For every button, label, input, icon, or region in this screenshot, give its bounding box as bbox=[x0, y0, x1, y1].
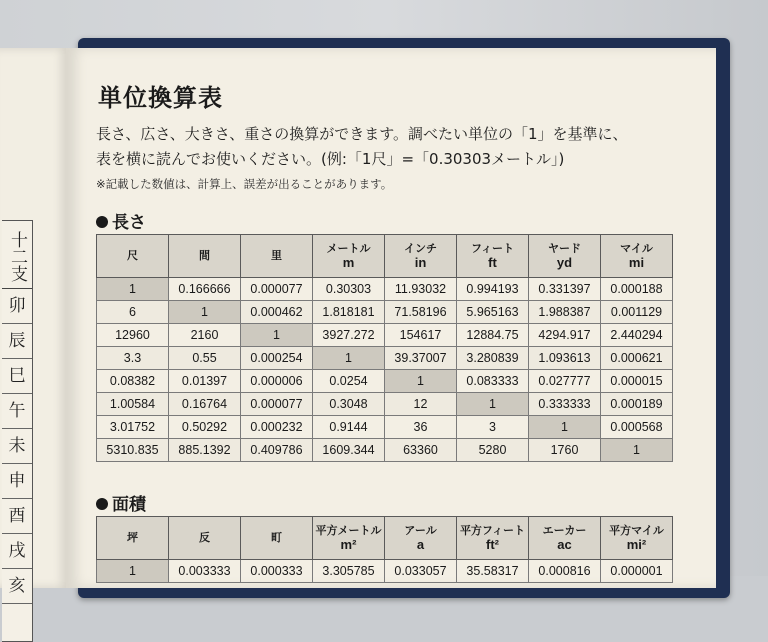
table-cell: 1760 bbox=[529, 439, 601, 462]
length-header-cell bbox=[313, 235, 385, 278]
table-cell: 0.001129 bbox=[601, 301, 673, 324]
table-cell: 3.01752 bbox=[97, 416, 169, 439]
table-cell: 0.166666 bbox=[169, 278, 241, 301]
table-cell: 35.58317 bbox=[457, 560, 529, 583]
area-heading bbox=[96, 490, 146, 515]
table-cell: 0.16764 bbox=[169, 393, 241, 416]
zodiac-cell: 酉 bbox=[2, 499, 32, 534]
table-row bbox=[97, 347, 673, 370]
length-header-cell bbox=[169, 235, 241, 278]
table-cell: 1.00584 bbox=[97, 393, 169, 416]
right-page bbox=[66, 48, 716, 588]
table-cell: 1.818181 bbox=[313, 301, 385, 324]
table-cell: 3.280839 bbox=[457, 347, 529, 370]
length-header-cell bbox=[241, 235, 313, 278]
header-unit: mi² bbox=[626, 537, 647, 552]
area-header-cell bbox=[601, 517, 673, 560]
table-row bbox=[97, 324, 673, 347]
header-label: フィート bbox=[470, 243, 515, 255]
header-label: 里 bbox=[271, 250, 282, 262]
area-heading-label: 面積 bbox=[112, 495, 146, 515]
table-cell: 1 bbox=[241, 324, 313, 347]
table-cell: 4294.917 bbox=[529, 324, 601, 347]
table-cell: 12884.75 bbox=[457, 324, 529, 347]
table-cell: 5280 bbox=[457, 439, 529, 462]
header-label: 間 bbox=[199, 250, 210, 262]
length-header-cell bbox=[529, 235, 601, 278]
table-cell: 0.000816 bbox=[529, 560, 601, 583]
table-cell: 5.965163 bbox=[457, 301, 529, 324]
area-header-cell bbox=[97, 517, 169, 560]
table-row bbox=[97, 301, 673, 324]
table-cell: 12960 bbox=[97, 324, 169, 347]
table-cell: 0.000189 bbox=[601, 393, 673, 416]
zodiac-cell: 卯 bbox=[2, 289, 32, 324]
area-header-cell bbox=[529, 517, 601, 560]
zodiac-column bbox=[2, 220, 33, 642]
header-unit: in bbox=[414, 255, 427, 270]
length-header-cell bbox=[457, 235, 529, 278]
header-unit: ft bbox=[488, 255, 497, 270]
table-cell: 2160 bbox=[169, 324, 241, 347]
table-cell: 154617 bbox=[385, 324, 457, 347]
left-page bbox=[0, 48, 71, 596]
header-label: 反 bbox=[199, 532, 210, 544]
table-cell: 1 bbox=[529, 416, 601, 439]
table-cell: 0.000254 bbox=[241, 347, 313, 370]
header-unit: m² bbox=[340, 537, 357, 552]
table-cell: 1 bbox=[457, 393, 529, 416]
header-unit: yd bbox=[556, 255, 573, 270]
length-header-cell bbox=[601, 235, 673, 278]
header-label: 平方フィート bbox=[459, 525, 526, 537]
length-header-cell bbox=[97, 235, 169, 278]
table-cell: 0.50292 bbox=[169, 416, 241, 439]
zodiac-cell: 午 bbox=[2, 394, 32, 429]
table-row bbox=[97, 560, 673, 583]
table-cell: 71.58196 bbox=[385, 301, 457, 324]
header-unit: ac bbox=[557, 537, 572, 552]
intro-text bbox=[96, 122, 706, 172]
length-header-row bbox=[97, 235, 673, 278]
table-cell: 0.30303 bbox=[313, 278, 385, 301]
table-cell: 63360 bbox=[385, 439, 457, 462]
header-unit: mi bbox=[628, 255, 645, 270]
header-label: 平方メートル bbox=[315, 525, 382, 537]
table-cell: 1.988387 bbox=[529, 301, 601, 324]
table-cell: 0.000462 bbox=[241, 301, 313, 324]
table-cell: 1609.344 bbox=[313, 439, 385, 462]
zodiac-list bbox=[2, 289, 32, 604]
table-row bbox=[97, 439, 673, 462]
header-label: 町 bbox=[271, 532, 282, 544]
table-cell: 0.000621 bbox=[601, 347, 673, 370]
table-cell: 1 bbox=[169, 301, 241, 324]
header-label: マイル bbox=[620, 243, 653, 255]
table-cell: 0.033057 bbox=[385, 560, 457, 583]
table-cell: 0.08382 bbox=[97, 370, 169, 393]
area-header-cell bbox=[169, 517, 241, 560]
table-cell: 0.0254 bbox=[313, 370, 385, 393]
area-body bbox=[97, 560, 673, 583]
header-label: インチ bbox=[404, 243, 437, 255]
table-cell: 1 bbox=[313, 347, 385, 370]
area-header-cell bbox=[385, 517, 457, 560]
table-cell: 0.000333 bbox=[241, 560, 313, 583]
table-cell: 3.3 bbox=[97, 347, 169, 370]
header-label: 平方マイル bbox=[609, 525, 664, 537]
header-unit: m bbox=[342, 255, 355, 270]
zodiac-cell: 辰 bbox=[2, 324, 32, 359]
table-cell: 0.000232 bbox=[241, 416, 313, 439]
table-cell: 0.9144 bbox=[313, 416, 385, 439]
table-cell: 1 bbox=[601, 439, 673, 462]
table-cell: 0.000188 bbox=[601, 278, 673, 301]
zodiac-cell: 巳 bbox=[2, 359, 32, 394]
length-body bbox=[97, 278, 673, 462]
header-label: 尺 bbox=[127, 250, 138, 262]
table-cell: 0.000568 bbox=[601, 416, 673, 439]
header-unit: a bbox=[416, 537, 425, 552]
table-cell: 39.37007 bbox=[385, 347, 457, 370]
header-unit: ft² bbox=[486, 537, 499, 552]
bullet-icon bbox=[96, 216, 108, 228]
table-cell: 0.000015 bbox=[601, 370, 673, 393]
table-cell: 1 bbox=[97, 278, 169, 301]
table-row bbox=[97, 370, 673, 393]
intro-line-1: 長さ、広さ、大きさ、重さの換算ができます。調べたい単位の「1」を基準に、 bbox=[96, 125, 628, 143]
length-heading bbox=[96, 208, 146, 233]
table-cell: 3.305785 bbox=[313, 560, 385, 583]
table-cell: 2.440294 bbox=[601, 324, 673, 347]
header-label: アール bbox=[404, 525, 437, 537]
table-cell: 0.083333 bbox=[457, 370, 529, 393]
table-cell: 3927.272 bbox=[313, 324, 385, 347]
area-header-cell bbox=[457, 517, 529, 560]
table-cell: 12 bbox=[385, 393, 457, 416]
table-cell: 11.93032 bbox=[385, 278, 457, 301]
length-heading-label: 長さ bbox=[112, 213, 146, 233]
table-cell: 0.409786 bbox=[241, 439, 313, 462]
area-table bbox=[96, 516, 673, 583]
note-text: ※記載した数値は、計算上、誤差が出ることがあります。 bbox=[96, 177, 393, 191]
table-cell: 0.331397 bbox=[529, 278, 601, 301]
table-cell: 0.55 bbox=[169, 347, 241, 370]
zodiac-cell: 戌 bbox=[2, 534, 32, 569]
header-label: メートル bbox=[326, 243, 371, 255]
table-row bbox=[97, 416, 673, 439]
area-header-cell bbox=[241, 517, 313, 560]
zodiac-cell: 未 bbox=[2, 429, 32, 464]
header-label: エーカー bbox=[542, 525, 587, 537]
zodiac-header: 十二支 bbox=[2, 221, 32, 289]
table-cell: 3 bbox=[457, 416, 529, 439]
table-cell: 5310.835 bbox=[97, 439, 169, 462]
table-cell: 36 bbox=[385, 416, 457, 439]
table-cell: 0.994193 bbox=[457, 278, 529, 301]
table-cell: 0.01397 bbox=[169, 370, 241, 393]
length-table bbox=[96, 234, 673, 462]
table-cell: 0.333333 bbox=[529, 393, 601, 416]
zodiac-cell: 申 bbox=[2, 464, 32, 499]
intro-line-2: 表を横に読んでお使いください。(例:「1尺」=「0.30303メートル」) bbox=[96, 150, 565, 168]
table-row bbox=[97, 278, 673, 301]
table-cell: 0.027777 bbox=[529, 370, 601, 393]
table-cell: 0.3048 bbox=[313, 393, 385, 416]
table-cell: 0.000077 bbox=[241, 393, 313, 416]
table-cell: 1 bbox=[97, 560, 169, 583]
zodiac-cell: 亥 bbox=[2, 569, 32, 604]
table-row bbox=[97, 393, 673, 416]
area-header-cell bbox=[313, 517, 385, 560]
table-cell: 1 bbox=[385, 370, 457, 393]
table-cell: 1.093613 bbox=[529, 347, 601, 370]
length-header-cell bbox=[385, 235, 457, 278]
table-cell: 0.000077 bbox=[241, 278, 313, 301]
table-cell: 6 bbox=[97, 301, 169, 324]
table-cell: 0.000001 bbox=[601, 560, 673, 583]
header-label: 坪 bbox=[127, 532, 138, 544]
area-header-row bbox=[97, 517, 673, 560]
page-title: 単位換算表 bbox=[98, 84, 223, 112]
bullet-icon bbox=[96, 498, 108, 510]
table-cell: 0.000006 bbox=[241, 370, 313, 393]
table-cell: 0.003333 bbox=[169, 560, 241, 583]
table-cell: 885.1392 bbox=[169, 439, 241, 462]
header-label: ヤード bbox=[548, 243, 581, 255]
